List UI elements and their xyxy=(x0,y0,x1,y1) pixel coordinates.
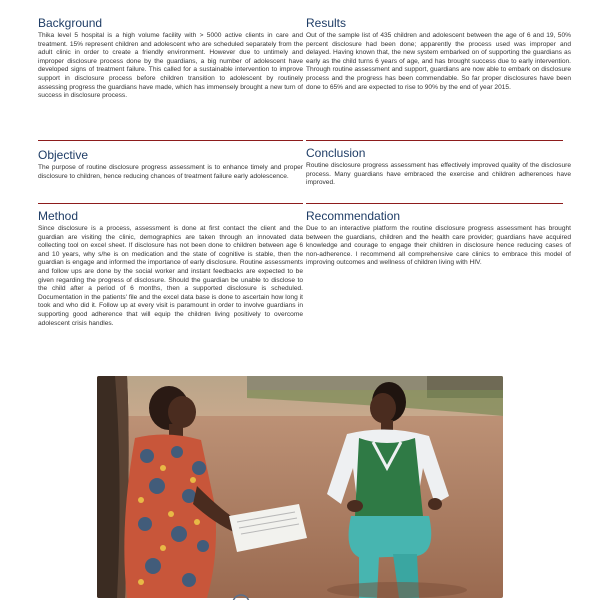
section-divider xyxy=(38,140,303,141)
method-heading: Method xyxy=(38,209,79,223)
objective-heading: Objective xyxy=(38,148,89,162)
conclusion-section xyxy=(306,146,571,188)
background-text: Thika level 5 hospital is a high volume facility with > 5000 active clients in care and treatment. 15% represent children and adolescent who are scheduled separately from the adult clinic in order to create a friendly environment. However due to untimely and improper disclosure process done by the guardians, a big number of adolescent have developed signs of treatment failure. This called for a sustainable intervention to improve support in disclosure process before children transition to adolescent by routinely assessing progress the guardians have made, which has immensely brought a new turn of success in disclosure process. xyxy=(38,32,303,100)
recommendation-text: Due to an interactive platform the routine disclosure progress assessment has brought between the guardians, children and the health care provider; guardians have acquired knowledge and courage to engage their children in disclosure hence reducing cases of non-adherence. I recommend all comprehensive care clinics to embrace this model of improving outcomes and wellness of children living with HIV. xyxy=(306,225,571,267)
recommendation-heading: Recommendation xyxy=(306,209,401,223)
photo-guardian-and-child xyxy=(97,376,503,598)
section-divider xyxy=(306,203,563,204)
background-heading: Background xyxy=(38,16,103,30)
conclusion-heading: Conclusion xyxy=(306,146,366,160)
section-divider xyxy=(306,140,563,141)
method-section xyxy=(38,209,303,328)
emblem-icon xyxy=(231,593,251,600)
objective-text: The purpose of routine disclosure progress assessment is to enhance timely and proper disclosure to children, hence reducing chances of treatment failure early adolescence. xyxy=(38,164,303,180)
method-text: Since disclosure is a process, assessment is done at first contact the client and the guardian are visiting the clinic, demographics are taken through an innovated data collecting tool on excel sheet. If disclosure has not been done to children between age 6 and 10 years, why s/he is on medication and the state of cognitive is stable, then the guardian is engage and informed the importance of early disclosure. Routine assessments and follow ups are done by the social worker and instant feedbacks are expected to be given regarding the progress of disclosure. Should the guardian be unable to disclose to the child after a period of 6 months, then a supported disclosure is scheduled. Documentation in the patients' file and the excel data base is done to ascertain how long it took and who did it. Follow up at every visit is paramount in order to involve guardians in supporting good adherence that will equip the children living positively to overcome adolescent crisis handles. xyxy=(38,225,303,327)
recommendation-section xyxy=(306,209,571,268)
section-divider xyxy=(38,203,303,204)
background-section xyxy=(38,16,303,101)
results-heading: Results xyxy=(306,16,347,30)
conclusion-text: Routine disclosure progress assessment has effectively improved quality of the disclosure process. Many guardians have embraced the exercise and children adherences have improved. xyxy=(306,162,571,187)
results-section xyxy=(306,16,571,92)
objective-section xyxy=(38,148,303,181)
results-text: Out of the sample list of 435 children and adolescent between the age of 6 and 19, 50% percent disclosure had been done; apparently the process used was improper and delayed. Having known that, the new system embarked on of supporting the guardians as early as the child turns 6 years of age, and has brought success due to early intervention. Through routine assessment and support, guardians are now able to embark on disclosure process and the progress has been commendable. So far proper disclosures have been done to 65% and are expected to rise to 90% by the end of year 2015. xyxy=(306,32,571,91)
